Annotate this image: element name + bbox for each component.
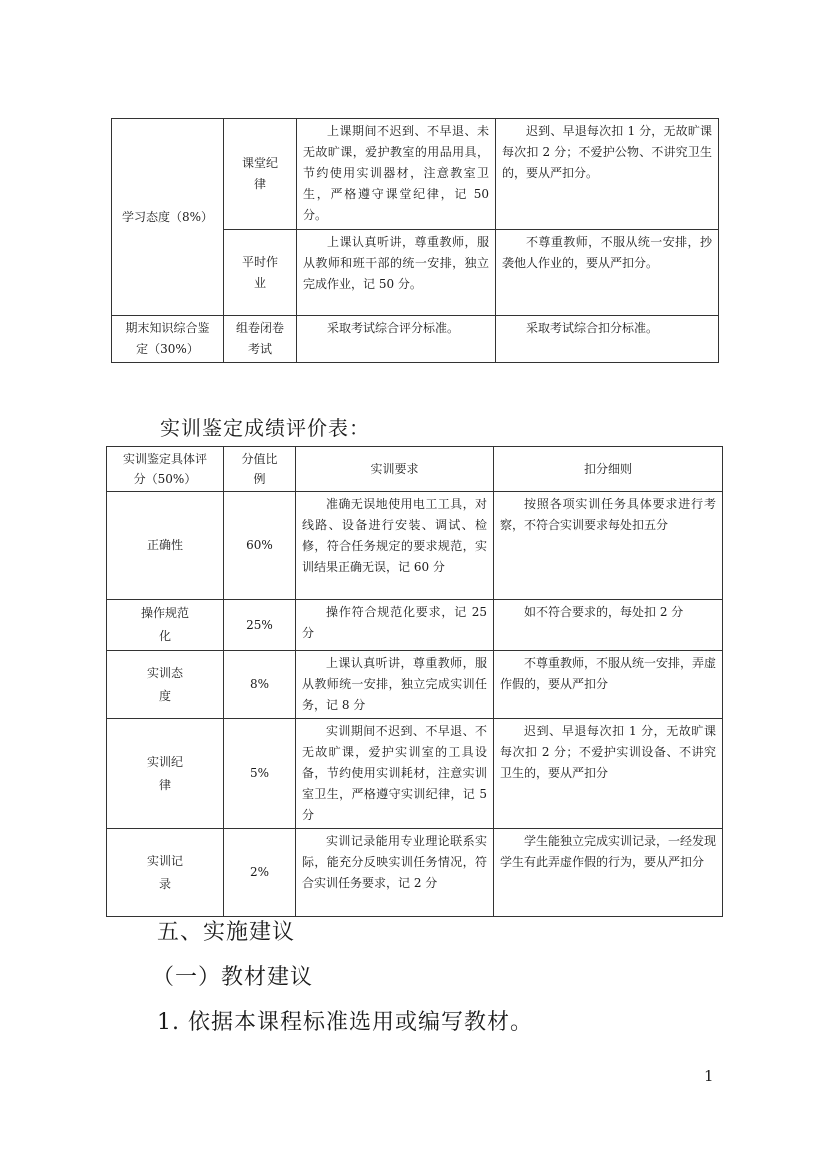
table-row xyxy=(107,651,723,719)
subcategory-cell: 平时作业 xyxy=(224,230,297,316)
item-cell: 操作规范化 xyxy=(107,600,224,651)
requirement-cell: 采取考试综合评分标准。 xyxy=(297,316,496,363)
requirement-cell: 实训期间不迟到、不早退、不无故旷课，爱护实训室的工具设备，节约使用实训耗材，注意实训室卫生，严格遵守实训纪律，记 5 分 xyxy=(296,719,494,829)
deduction-cell: 如不符合要求的，每处扣 2 分 xyxy=(494,600,723,651)
assessment-table xyxy=(111,118,719,363)
category-cell: 期末知识综合鉴定（30%） xyxy=(112,316,224,363)
deduction-cell: 学生能独立完成实训记录，一经发现学生有此弄虚作假的行为，要从严扣分 xyxy=(494,829,723,917)
deduction-cell: 按照各项实训任务具体要求进行考察，不符合实训要求每处扣五分 xyxy=(494,492,723,600)
paragraph: 1. 依据本课程标准选用或编写教材。 xyxy=(157,1010,533,1035)
subcategory-cell: 课堂纪律 xyxy=(224,119,297,230)
percent-cell: 8% xyxy=(224,651,296,719)
section-title: 实训鉴定成绩评价表： xyxy=(160,416,370,440)
header-cell: 扣分细则 xyxy=(494,447,723,492)
header-cell: 实训鉴定具体评分（50%） xyxy=(107,447,224,492)
item-cell: 实训态度 xyxy=(107,651,224,719)
page-number: 1 xyxy=(704,1067,714,1085)
header-cell: 分值比例 xyxy=(224,447,296,492)
subsection-heading: （一）教材建议 xyxy=(152,965,314,990)
deduction-cell: 不尊重教师，不服从统一安排，抄袭他人作业的，要从严扣分。 xyxy=(496,230,719,316)
percent-cell: 25% xyxy=(224,600,296,651)
deduction-cell: 迟到、早退每次扣 1 分，无故旷课每次扣 2 分；不爱护公物、不讲究卫生的，要从严扣分。 xyxy=(496,119,719,230)
requirement-cell: 准确无误地使用电工工具，对线路、设备进行安装、调试、检修，符合任务规定的要求规范，实训结果正确无误，记 60 分 xyxy=(296,492,494,600)
percent-cell: 60% xyxy=(224,492,296,600)
table-row xyxy=(107,829,723,917)
requirement-cell: 上课认真听讲，尊重教师，服从教师统一安排，独立完成实训任务，记 8 分 xyxy=(296,651,494,719)
percent-cell: 5% xyxy=(224,719,296,829)
requirement-cell: 实训记录能用专业理论联系实际，能充分反映实训任务情况，符合实训任务要求，记 2 分 xyxy=(296,829,494,917)
table-row xyxy=(107,600,723,651)
item-cell: 实训纪律 xyxy=(107,719,224,829)
header-cell: 实训要求 xyxy=(296,447,494,492)
table-row xyxy=(107,719,723,829)
category-cell: 学习态度（8%） xyxy=(112,119,224,316)
table-row xyxy=(107,492,723,600)
subcategory-cell: 组卷闭卷考试 xyxy=(224,316,297,363)
requirement-cell: 上课期间不迟到、不早退、未无故旷课，爱护教室的用品用具，节约使用实训器材，注意教室卫生，严格遵守课堂纪律，记 50 分。 xyxy=(297,119,496,230)
section-heading: 五、实施建议 xyxy=(157,920,296,945)
requirement-cell: 上课认真听讲，尊重教师，服从教师和班干部的统一安排，独立完成作业，记 50 分。 xyxy=(297,230,496,316)
item-cell: 正确性 xyxy=(107,492,224,600)
percent-cell: 2% xyxy=(224,829,296,917)
deduction-cell: 不尊重教师，不服从统一安排，弄虚作假的，要从严扣分 xyxy=(494,651,723,719)
deduction-cell: 采取考试综合扣分标准。 xyxy=(496,316,719,363)
item-cell: 实训记录 xyxy=(107,829,224,917)
deduction-cell: 迟到、早退每次扣 1 分，无故旷课每次扣 2 分；不爱护实训设备、不讲究卫生的，要从严扣分 xyxy=(494,719,723,829)
requirement-cell: 操作符合规范化要求，记 25 分 xyxy=(296,600,494,651)
training-evaluation-table xyxy=(106,446,723,917)
